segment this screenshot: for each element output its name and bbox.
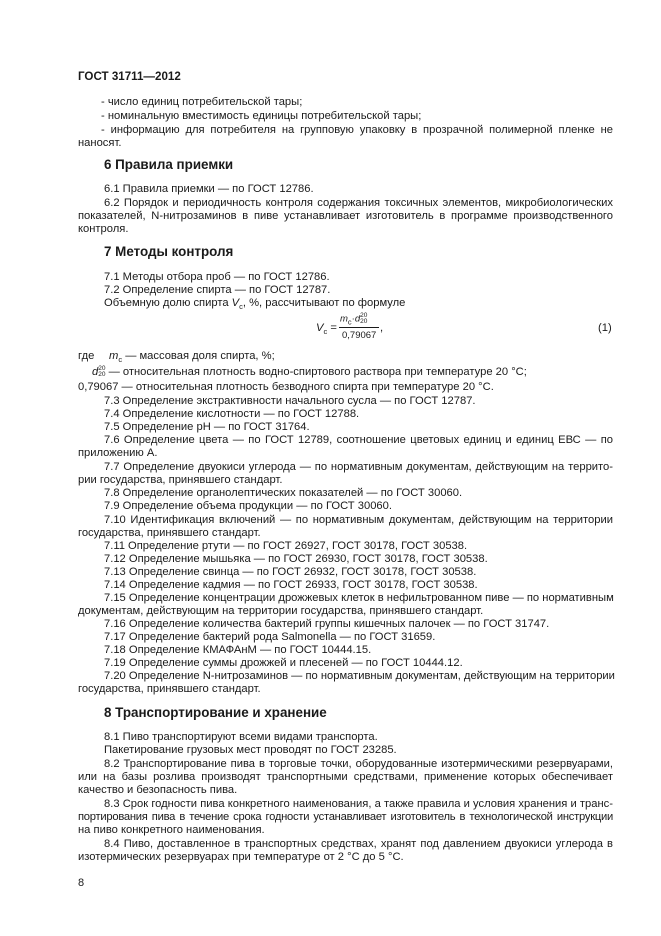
paragraph-7-8: 7.8 Определение органолептических показателей — по ГОСТ 30060. [104,487,463,499]
paragraph-7-9: 7.9 Определение объема продукции — по ГОСТ 30060. [104,500,392,512]
paragraph-8-3-line: 8.3 Срок годности пива конкретного наименования, а также правила и условия хранения и транс- [104,798,613,810]
document-header: ГОСТ 31711—2012 [78,70,181,83]
page-number: 8 [78,877,85,889]
paragraph-7-20-line: 7.20 Определение N-нитрозаминов — по нормативным документам, действующим на территории [104,670,615,682]
paragraph-7-6-line: приложению А. [78,447,158,459]
paragraph-7-5: 7.5 Определение рН — по ГОСТ 31764. [104,421,310,433]
paragraph-7-11: 7.11 Определение ртути — по ГОСТ 26927, ГОСТ 30178, ГОСТ 30538. [104,540,468,552]
paragraph-7-7-line: рии государства, принявшего стандарт. [78,474,283,486]
paragraph-8-3-line: портирования пива в течение срока годности устанавливает изготовитель в технологической инструкции [78,811,613,823]
paragraph-7-14: 7.14 Определение кадмия — по ГОСТ 26933, ГОСТ 30178, ГОСТ 30538. [104,579,478,591]
paragraph-7-19: 7.19 Определение суммы дрожжей и плесеней — по ГОСТ 10444.12. [104,657,463,669]
paragraph-7-13: 7.13 Определение свинца — по ГОСТ 26932, ГОСТ 30178, ГОСТ 30538. [104,566,477,578]
paragraph-6-1: 6.1 Правила приемки — по ГОСТ 12786. [104,183,314,195]
paragraph-6-2-line: показателей, N-нитрозаминов в пиве устанавливает изготовитель в программе производственного [78,210,613,222]
formula-number: (1) [598,322,612,334]
paragraph-8-2-line: или на базы розлива производят транспортными средствами, применение которых обеспечивает [78,771,613,783]
paragraph-8-2-line: 8.2 Транспортирование пива в торговые точки, оборудованные изотермическими резервуарами, [104,758,613,770]
formula-denominator: 0,79067 [342,330,377,341]
formula-comma: , [380,322,384,334]
paragraph-7-18: 7.18 Определение КМАФАнМ — по ГОСТ 10444.15. [104,644,372,656]
paragraph-8-1: 8.1 Пиво транспортируют всеми видами транспорта. [104,731,378,743]
paragraph-7-2: 7.2 Определение спирта — по ГОСТ 12787. [104,284,331,296]
section-6-title: 6 Правила приемки [104,157,234,172]
paragraph-7-3: 7.3 Определение экстрактивности начального сусла — по ГОСТ 12787. [104,395,476,407]
paragraph-7-12: 7.12 Определение мышьяка — по ГОСТ 26930, ГОСТ 30178, ГОСТ 30538. [104,553,488,565]
intro-item-continuation: наносят. [78,137,122,149]
paragraph-8-4-line: 8.4 Пиво, доставленное в транспортных средствах, хранят под давлением двуокиси углерода в [104,838,613,850]
formula-lhs: $V_c$ = [316,322,337,337]
paragraph-7-10-line: государства, принявшего стандарт. [78,527,261,539]
where-label: где [78,350,95,362]
paragraph-7-15-line: 7.15 Определение концентрации дрожжевых клеток в нефильтрованном пиве — по нормативным [104,592,614,604]
paragraph-7-10-line: 7.10 Идентификация включений — по нормативным документам, действующим на территории [104,514,613,526]
paragraph-7-6-line: 7.6 Определение цвета — по ГОСТ 12789, соотношение цветовых единиц и единиц ЕВС — по [104,434,613,446]
paragraph-7-17: 7.17 Определение бактерий рода Salmonella — по ГОСТ 31659. [104,631,436,643]
paragraph-7-20-line: государства, принявшего стандарт. [78,683,261,695]
paragraph-6-2-line: 6.2 Порядок и периодичность контроля содержания токсичных элементов, микробиологических [104,197,613,209]
section-7-title: 7 Методы контроля [104,244,234,259]
paragraph-7-7-line: 7.7 Определение двуокиси углерода — по нормативным документам, действующим на террито- [104,461,613,473]
paragraph-8-3-line: на пиво конкретного наименования. [78,824,265,836]
formula-numerator: $m_c\cdot d$ 20 20 [340,312,368,327]
where-definition-d: d 20 20 — относительная плотность водно-спиртового раствора при температуре 20 °С; [92,365,527,379]
fraction-bar [339,327,379,328]
paragraph-7-16: 7.16 Определение количества бактерий группы кишечных палочек — по ГОСТ 31747. [104,618,550,630]
where-definition-m: $m_c$ — массовая доля спирта, %; [109,350,275,365]
section-8-title: 8 Транспортирование и хранение [104,705,327,720]
where-definition-constant: 0,79067 — относительная плотность безводного спирта при температуре 20 °С. [78,381,494,393]
paragraph-8-2-line: качество и безопасность пива. [78,784,238,796]
paragraph-7-1: 7.1 Методы отбора проб — по ГОСТ 12786. [104,271,330,283]
intro-item: - информацию для потребителя на групповую упаковку в прозрачной полимерной пленке не [101,124,613,136]
formula-intro: Объемную долю спирта $V_c$, %, рассчитывают по формуле [104,297,406,312]
paragraph-6-2-line: контроля. [78,223,129,235]
paragraph-8-1-continuation: Пакетирование грузовых мест проводят по ГОСТ 23285. [104,744,397,756]
paragraph-8-4-line: изотермических резервуарах при температуре от 2 °С до 5 °С. [78,851,404,863]
intro-item: - число единиц потребительской тары; [101,96,303,108]
paragraph-7-4: 7.4 Определение кислотности — по ГОСТ 12788. [104,408,360,420]
paragraph-7-15-line: документам, действующим на территории государства, принявшего стандарт. [78,605,484,617]
intro-item: - номинальную вместимость единицы потребительской тары; [101,110,422,122]
